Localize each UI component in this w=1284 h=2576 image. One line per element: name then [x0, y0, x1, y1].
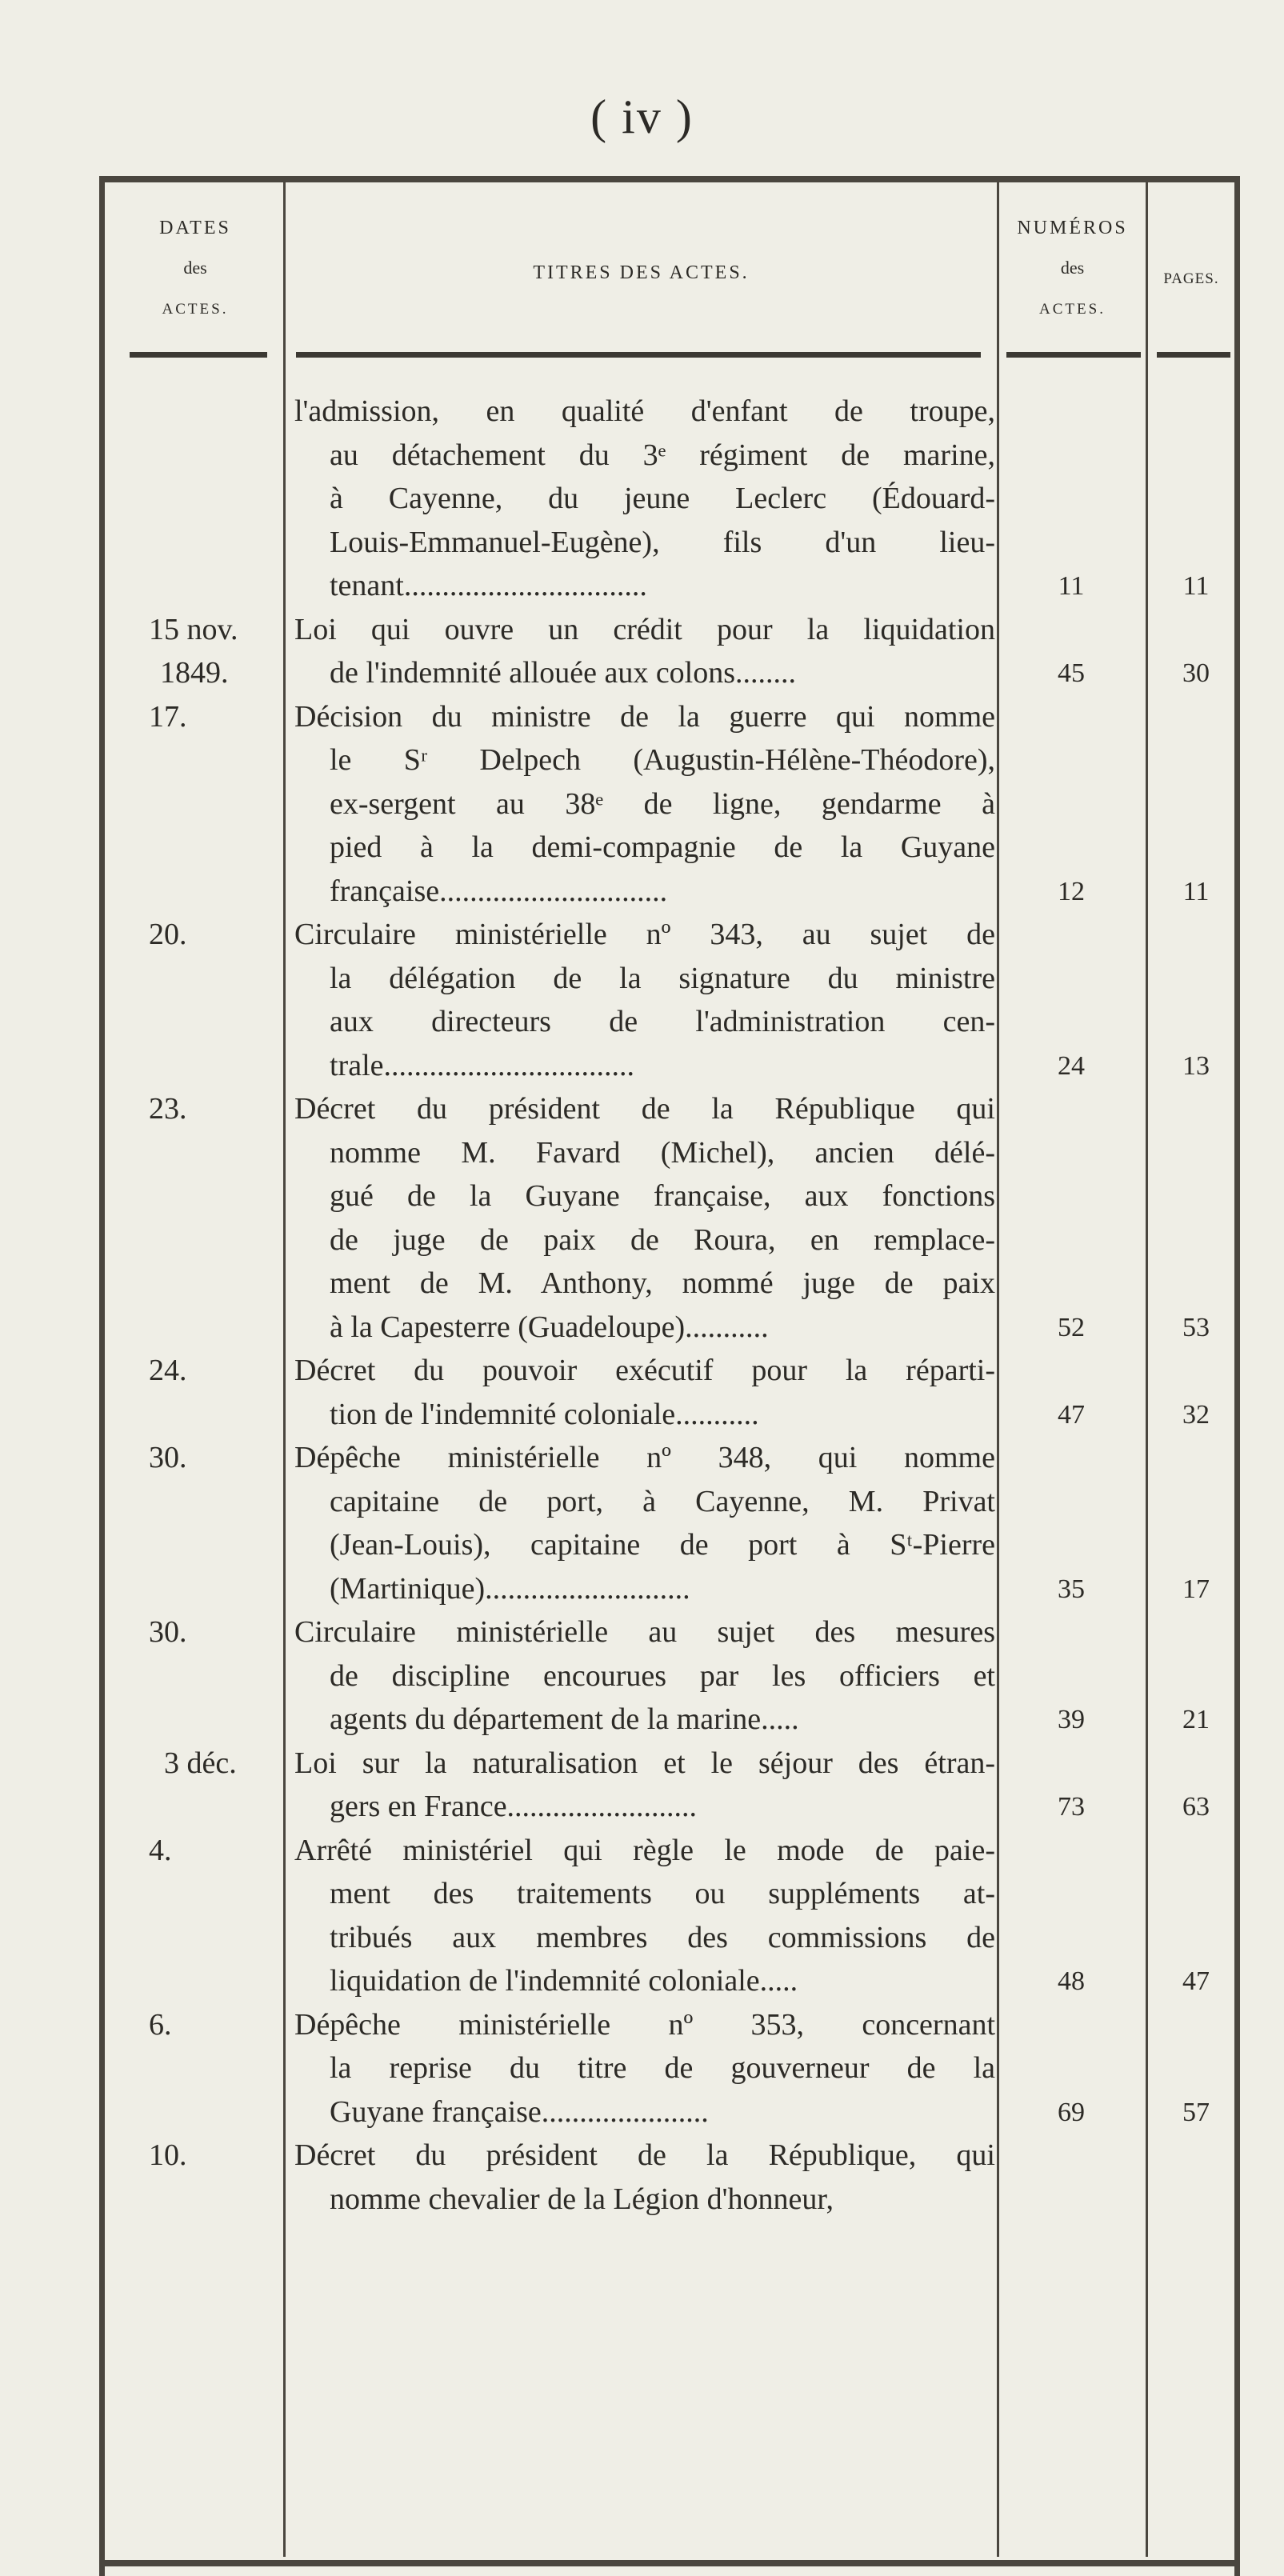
act-title-line: nomme M. Favard (Michel), ancien délé-	[330, 1135, 995, 1170]
act-title-line: à Cayenne, du jeune Leclerc (Édouard-	[330, 482, 995, 515]
act-date: 23.	[149, 1092, 187, 1126]
header-numeros-line1: NUMÉROS	[1017, 218, 1128, 238]
act-number: 11	[1058, 571, 1085, 601]
act-title-line: Loi sur la naturalisation et le séjour des étran-	[294, 1746, 995, 1780]
header-underline-dates	[130, 352, 267, 358]
act-title-line: tenant................................	[330, 569, 647, 602]
act-title-line: ex-sergent au 38ᵉ de ligne, gendarme à	[330, 786, 995, 821]
header-numeros-line3: ACTES.	[1039, 301, 1106, 318]
act-page: 47	[1182, 1966, 1210, 1996]
header-pages: PAGES.	[1163, 270, 1219, 287]
act-title-line: Arrêté ministériel qui règle le mode de paie-	[294, 1833, 995, 1867]
act-date: 10.	[149, 2138, 187, 2172]
act-number: 47	[1058, 1399, 1085, 1430]
act-date: 20.	[149, 918, 187, 951]
right-border	[1234, 181, 1240, 2576]
act-date: 30.	[149, 1441, 187, 1474]
act-title-line: Circulaire ministérielle nº 343, au sujet de	[294, 918, 995, 951]
act-title-line: Louis-Emmanuel-Eugène), fils d'un lieu-	[330, 525, 995, 559]
act-title-line: Circulaire ministérielle au sujet des mesures	[294, 1615, 995, 1649]
act-title-line: de juge de paix de Roura, en remplace-	[330, 1222, 995, 1257]
act-date: 6.	[149, 2007, 172, 2042]
act-number: 73	[1058, 1792, 1085, 1822]
act-date: 4.	[149, 1833, 172, 1867]
act-number: 35	[1058, 1574, 1085, 1604]
act-date: 1849.	[160, 656, 229, 690]
act-title-line: ment des traitements ou suppléments at-	[330, 1877, 995, 1910]
header-underline-pages	[1157, 352, 1230, 358]
act-title-line: Dépêche ministérielle nº 348, qui nomme	[294, 1441, 995, 1474]
page-number: ( iv )	[590, 90, 694, 143]
column-divider-titres	[997, 181, 999, 2557]
act-title-line: Décision du ministre de la guerre qui nomme	[294, 699, 995, 734]
act-title-line: française..............................	[330, 874, 668, 908]
act-title-line: tribués aux membres des commissions de	[330, 1920, 995, 1954]
act-title-line: à la Capesterre (Guadeloupe)...........	[330, 1310, 769, 1344]
act-title-line: agents du département de la marine.....	[330, 1702, 799, 1736]
act-title-line: trale.................................	[330, 1048, 635, 1082]
act-number: 52	[1058, 1312, 1085, 1342]
act-title-line: de discipline encourues par les officiers et	[330, 1658, 995, 1693]
act-number: 24	[1058, 1050, 1085, 1081]
act-page: 63	[1182, 1792, 1210, 1822]
header-underline-numeros	[1006, 352, 1141, 358]
act-page: 32	[1182, 1399, 1210, 1430]
act-number: 45	[1058, 658, 1085, 688]
bottom-rule	[99, 2560, 1240, 2566]
act-title-line: Guyane française......................	[330, 2094, 709, 2129]
top-rule	[99, 176, 1240, 182]
act-page: 53	[1182, 1312, 1210, 1342]
act-date: 3 déc.	[164, 1746, 237, 1780]
act-page: 21	[1182, 1705, 1210, 1734]
act-title-line: aux directeurs de l'administration cen-	[330, 1005, 995, 1038]
act-title-line: Décret du pouvoir exécutif pour la réparti-	[294, 1354, 995, 1387]
act-title-line: l'admission, en qualité d'enfant de troupe,	[294, 394, 995, 428]
header-dates-line3: ACTES.	[162, 301, 229, 318]
act-title-line: ment de M. Anthony, nommé juge de paix	[330, 1266, 995, 1300]
act-title-line: Décret du président de la République, qui	[294, 2138, 995, 2172]
act-title-line: gers en France.........................	[330, 1790, 698, 1823]
act-title-line: au détachement du 3ᵉ régiment de marine,	[330, 438, 995, 472]
act-title-line: tion de l'indemnité coloniale...........	[330, 1397, 759, 1431]
act-title-line: liquidation de l'indemnité coloniale.....	[330, 1964, 798, 1998]
act-title-line: la délégation de la signature du ministre	[330, 961, 995, 995]
act-title-line: Dépêche ministérielle nº 353, concernant	[294, 2007, 995, 2042]
column-divider-numeros	[1146, 181, 1148, 2557]
header-underline-titres	[296, 352, 981, 358]
act-title-line: nomme chevalier de la Légion d'honneur,	[330, 2182, 834, 2216]
act-title-line: gué de la Guyane française, aux fonctions	[330, 1179, 995, 1213]
act-page: 13	[1182, 1050, 1210, 1081]
act-title-line: pied à la demi-compagnie de la Guyane	[330, 830, 995, 864]
act-title-line: capitaine de port, à Cayenne, M. Privat	[330, 1484, 995, 1518]
header-numeros-line2: des	[1060, 258, 1085, 278]
act-page: 30	[1182, 658, 1210, 688]
act-date: 15 nov.	[149, 612, 238, 646]
act-page: 11	[1182, 876, 1210, 906]
act-number: 48	[1058, 1966, 1085, 1996]
act-title-line: Loi qui ouvre un crédit pour la liquidation	[294, 612, 995, 646]
act-title-line: le Sʳ Delpech (Augustin-Hélène-Théodore),	[330, 743, 995, 777]
left-border	[99, 181, 105, 2576]
act-number: 69	[1058, 2097, 1085, 2127]
act-date: 24.	[149, 1354, 187, 1387]
act-date: 30.	[149, 1615, 187, 1649]
act-page: 11	[1182, 571, 1210, 601]
column-divider-dates	[283, 181, 286, 2557]
header-dates-line2: des	[183, 258, 207, 278]
act-title-line: Décret du président de la République qui	[294, 1092, 995, 1126]
header-dates-line1: DATES	[159, 218, 231, 238]
act-number: 12	[1058, 876, 1085, 906]
act-page: 57	[1182, 2097, 1210, 2127]
act-title-line: (Martinique)...........................	[330, 1571, 690, 1606]
act-date: 17.	[149, 699, 187, 734]
act-number: 39	[1058, 1705, 1085, 1734]
act-page: 17	[1182, 1574, 1210, 1604]
act-title-line: de l'indemnité allouée aux colons........	[330, 656, 797, 690]
act-title-line: la reprise du titre de gouverneur de la	[330, 2051, 995, 2085]
act-title-line: (Jean-Louis), capitaine de port à Sᵗ-Pierre	[330, 1528, 995, 1562]
header-titres: TITRES DES ACTES.	[533, 262, 750, 283]
